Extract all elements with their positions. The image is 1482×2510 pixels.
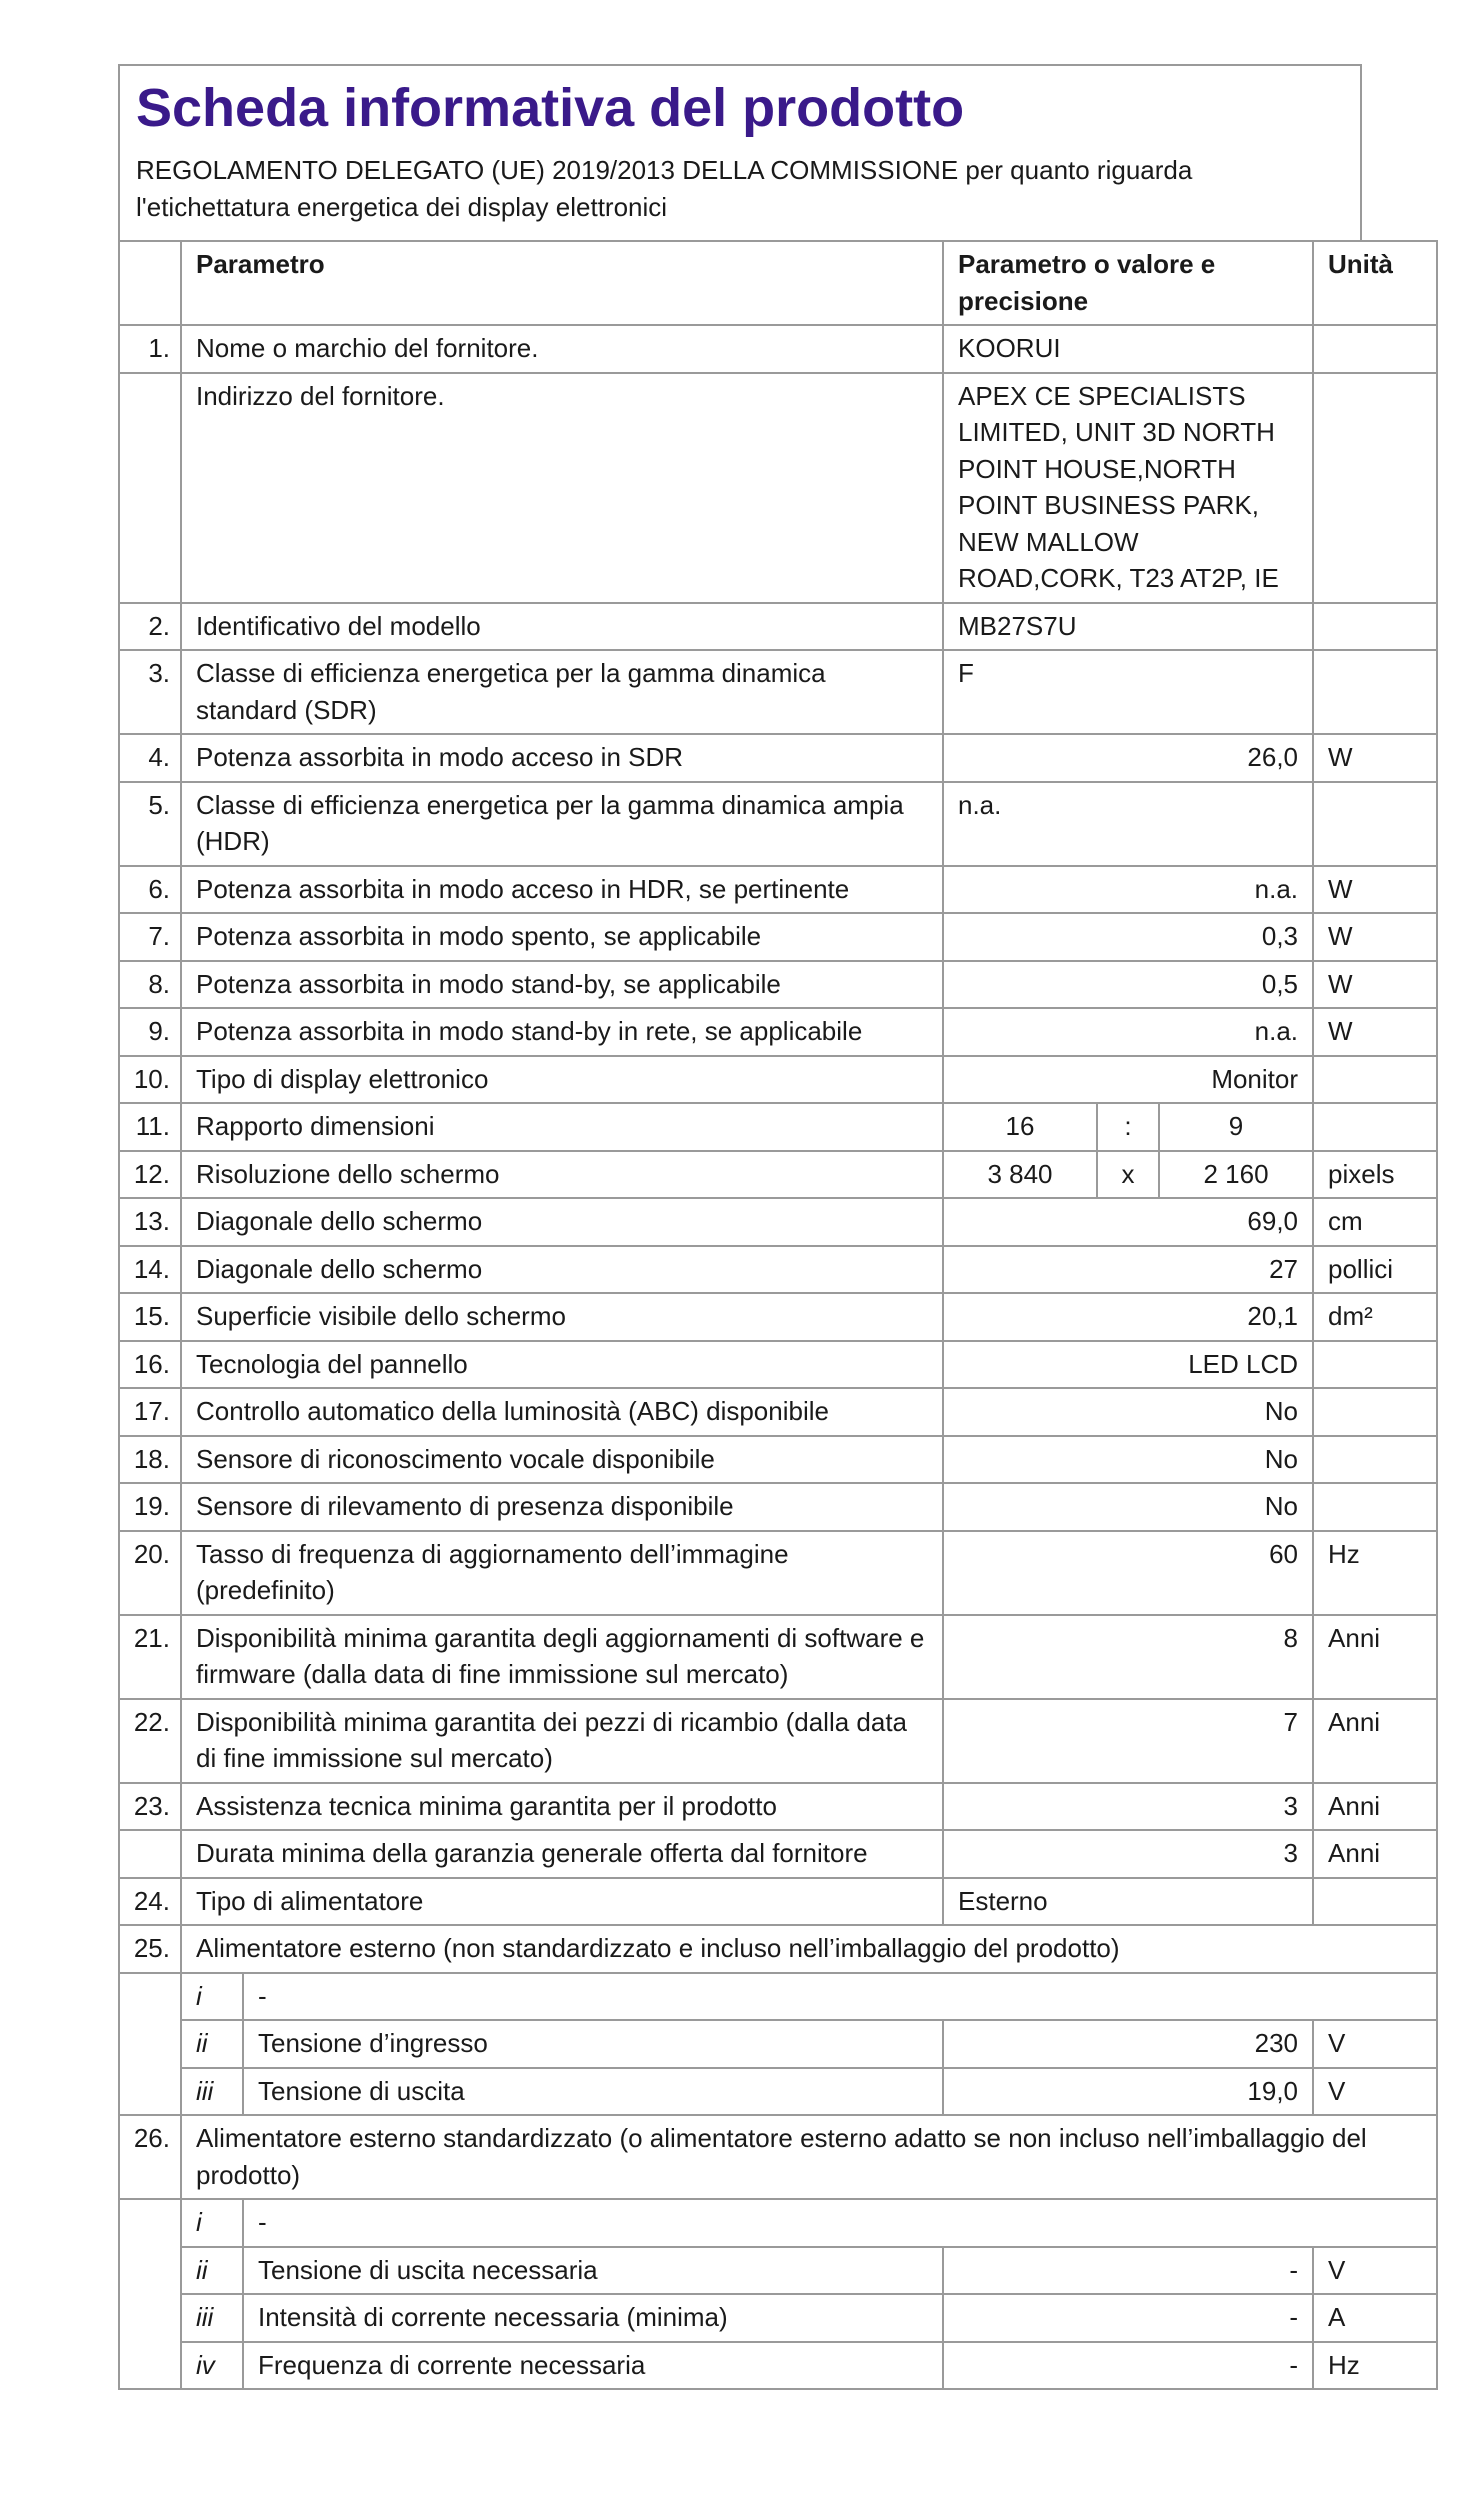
row-parameter: Potenza assorbita in modo stand-by, se applicabile [181,961,943,1009]
table-subrow [119,2294,1437,2342]
table-row [119,1830,1437,1878]
row-number: 17. [119,1388,181,1436]
row-parameter: Potenza assorbita in modo acceso in HDR, se pertinente [181,866,943,914]
row-parameter: Diagonale dello schermo [181,1198,943,1246]
row-unit [1313,373,1437,603]
row-value: 0,5 [943,961,1313,1009]
row-number: 4. [119,734,181,782]
row-value: n.a. [943,782,1313,866]
subrow-value: 230 [943,2020,1313,2068]
table-subrow [119,1973,1437,2021]
row-unit: dm² [1313,1293,1437,1341]
ratio-height: 9 [1159,1103,1313,1151]
resolution-separator: x [1097,1151,1159,1199]
row-number: 10. [119,1056,181,1104]
table-header-row [119,241,1437,325]
row-number: 3. [119,650,181,734]
row-parameter: Potenza assorbita in modo stand-by in rete, se applicabile [181,1008,943,1056]
row-unit: Anni [1313,1783,1437,1831]
row-number [119,373,181,603]
row-number: 2. [119,603,181,651]
row-unit [1313,1103,1437,1151]
row-number: 20. [119,1531,181,1615]
row-unit [1313,782,1437,866]
row-number: 7. [119,913,181,961]
subrow-parameter: Tensione di uscita necessaria [243,2247,943,2295]
table-row [119,325,1437,373]
row-parameter: Superficie visibile dello schermo [181,1293,943,1341]
subrow-parameter: - [243,1973,1437,2021]
table-row [119,1878,1437,1926]
resolution-horizontal: 3 840 [943,1151,1097,1199]
row-unit: pixels [1313,1151,1437,1199]
ratio-separator: : [1097,1103,1159,1151]
row-parameter: Potenza assorbita in modo spento, se applicabile [181,913,943,961]
row-parameter: Disponibilità minima garantita dei pezzi di ricambio (dalla data di fine immissione sul mercato) [181,1699,943,1783]
table-row [119,1531,1437,1615]
table-row [119,1699,1437,1783]
subrow-value: - [943,2247,1313,2295]
table-row [119,961,1437,1009]
table-subrow [119,2247,1437,2295]
row-unit [1313,1388,1437,1436]
row-unit [1313,1878,1437,1926]
table-row [119,866,1437,914]
subrow-index: ii [181,2247,243,2295]
row-unit [1313,325,1437,373]
row-number: 8. [119,961,181,1009]
header-valore: Parametro o valore e precisione [943,241,1313,325]
row-parameter: Classe di efficienza energetica per la gamma dinamica ampia (HDR) [181,782,943,866]
subrow-value: - [943,2342,1313,2390]
row-number: 21. [119,1615,181,1699]
table-row [119,650,1437,734]
row-unit: Hz [1313,1531,1437,1615]
row-value: 7 [943,1699,1313,1783]
subrow-parameter: Tensione d’ingresso [243,2020,943,2068]
subrow-index: ii [181,2020,243,2068]
row-unit [1313,1483,1437,1531]
parameters-table [118,240,1438,2390]
table-row [119,913,1437,961]
row-value: No [943,1483,1313,1531]
row-unit: cm [1313,1198,1437,1246]
header-number-cell [119,241,181,325]
row-parameter: Tipo di alimentatore [181,1878,943,1926]
row-unit [1313,1436,1437,1484]
table-row [119,2115,1437,2199]
subrow-index: iii [181,2068,243,2116]
row-parameter: Classe di efficienza energetica per la gamma dinamica standard (SDR) [181,650,943,734]
row-value: 69,0 [943,1198,1313,1246]
subrow-parameter: Intensità di corrente necessaria (minima) [243,2294,943,2342]
row-value: 3 [943,1830,1313,1878]
row-parameter: Tecnologia del pannello [181,1341,943,1389]
header-unita: Unità [1313,241,1437,325]
subrow-parameter: Frequenza di corrente necessaria [243,2342,943,2390]
row-value: 26,0 [943,734,1313,782]
row-parameter: Diagonale dello schermo [181,1246,943,1294]
table-subrow [119,2342,1437,2390]
row-unit: W [1313,913,1437,961]
row-parameter: Sensore di riconoscimento vocale disponibile [181,1436,943,1484]
row-number: 19. [119,1483,181,1531]
row-unit: Anni [1313,1699,1437,1783]
row-parameter: Rapporto dimensioni [181,1103,943,1151]
subrow-value: 19,0 [943,2068,1313,2116]
row-value: LED LCD [943,1341,1313,1389]
table-subrow [119,2020,1437,2068]
row-number: 9. [119,1008,181,1056]
row-value: 27 [943,1246,1313,1294]
table-row [119,1151,1437,1199]
table-row [119,1293,1437,1341]
page-title: Scheda informativa del prodotto [136,78,965,138]
subrow-index: iv [181,2342,243,2390]
row-parameter: Risoluzione dello schermo [181,1151,943,1199]
subrow-parameter: - [243,2199,1437,2247]
row-number: 16. [119,1341,181,1389]
row-parameter: Disponibilità minima garantita degli aggiornamenti di software e firmware (dalla data di fine immissione sul mercato) [181,1615,943,1699]
header-parametro: Parametro [181,241,943,325]
row-unit: Anni [1313,1615,1437,1699]
subrow-index: i [181,2199,243,2247]
row-value: Esterno [943,1878,1313,1926]
table-row [119,1783,1437,1831]
subrow-index: i [181,1973,243,2021]
subrow-unit: V [1313,2068,1437,2116]
row-value: KOORUI [943,325,1313,373]
row-value: MB27S7U [943,603,1313,651]
row-parameter: Identificativo del modello [181,603,943,651]
row-parameter: Durata minima della garanzia generale offerta dal fornitore [181,1830,943,1878]
row-value: No [943,1436,1313,1484]
row-value: 3 [943,1783,1313,1831]
row-parameter: Indirizzo del fornitore. [181,373,943,603]
row-unit: pollici [1313,1246,1437,1294]
row-parameter: Tipo di display elettronico [181,1056,943,1104]
row-number: 24. [119,1878,181,1926]
row-number: 26. [119,2115,181,2199]
row-number-spacer [119,1973,181,2116]
row-number: 6. [119,866,181,914]
row-number: 15. [119,1293,181,1341]
regulation-subtitle: REGOLAMENTO DELEGATO (UE) 2019/2013 DELLA COMMISSIONE per quanto riguarda l'etichettatura energetica dei display elettronici [136,155,1193,222]
subrow-value: - [943,2294,1313,2342]
row-value: n.a. [943,1008,1313,1056]
row-number: 23. [119,1783,181,1831]
row-number: 1. [119,325,181,373]
table-row [119,1615,1437,1699]
row-unit: W [1313,1008,1437,1056]
row-unit: W [1313,961,1437,1009]
row-number: 25. [119,1925,181,1973]
row-value: n.a. [943,866,1313,914]
row-unit: Anni [1313,1830,1437,1878]
table-subrow [119,2068,1437,2116]
table-row [119,603,1437,651]
row-parameter: Sensore di rilevamento di presenza disponibile [181,1483,943,1531]
ratio-width: 16 [943,1103,1097,1151]
subrow-unit: Hz [1313,2342,1437,2390]
row-number [119,1830,181,1878]
row-value: 20,1 [943,1293,1313,1341]
table-row [119,1103,1437,1151]
row-number: 11. [119,1103,181,1151]
row-number: 13. [119,1198,181,1246]
row-value: 0,3 [943,913,1313,961]
row-unit: W [1313,866,1437,914]
row-parameter: Tasso di frequenza di aggiornamento dell’immagine (predefinito) [181,1531,943,1615]
subrow-unit: V [1313,2020,1437,2068]
product-info-sheet [118,64,1395,2390]
row-unit [1313,1341,1437,1389]
table-row [119,1388,1437,1436]
table-row [119,1436,1437,1484]
row-number: 18. [119,1436,181,1484]
row-value: F [943,650,1313,734]
row-parameter: Assistenza tecnica minima garantita per il prodotto [181,1783,943,1831]
sheet-header [118,64,1362,240]
subrow-index: iii [181,2294,243,2342]
row-number-spacer [119,2199,181,2389]
row-value: No [943,1388,1313,1436]
row-parameter: Potenza assorbita in modo acceso in SDR [181,734,943,782]
resolution-vertical: 2 160 [1159,1151,1313,1199]
table-row [119,782,1437,866]
row-unit [1313,650,1437,734]
section-title-standard-psu: Alimentatore esterno standardizzato (o alimentatore esterno adatto se non incluso nell’imballaggio del prodotto) [181,2115,1437,2199]
row-parameter: Controllo automatico della luminosità (ABC) disponibile [181,1388,943,1436]
row-unit [1313,603,1437,651]
subrow-unit: A [1313,2294,1437,2342]
row-value: 8 [943,1615,1313,1699]
table-row [119,373,1437,603]
table-row [119,1925,1437,1973]
row-value: Monitor [943,1056,1313,1104]
row-number: 5. [119,782,181,866]
table-row [119,1008,1437,1056]
table-row [119,734,1437,782]
table-row [119,1341,1437,1389]
row-unit [1313,1056,1437,1104]
row-number: 12. [119,1151,181,1199]
section-title-external-psu: Alimentatore esterno (non standardizzato e incluso nell’imballaggio del prodotto) [181,1925,1437,1973]
row-parameter: Nome o marchio del fornitore. [181,325,943,373]
table-subrow [119,2199,1437,2247]
table-row [119,1198,1437,1246]
table-row [119,1483,1437,1531]
table-row [119,1246,1437,1294]
table-row [119,1056,1437,1104]
row-unit: W [1313,734,1437,782]
row-value: 60 [943,1531,1313,1615]
subrow-parameter: Tensione di uscita [243,2068,943,2116]
supplier-address: APEX CE SPECIALISTS LIMITED, UNIT 3D NORTH POINT HOUSE,NORTH POINT BUSINESS PARK, NEW MALLOW ROAD,CORK, T23 AT2P, IE [943,373,1313,603]
subrow-unit: V [1313,2247,1437,2295]
row-number: 14. [119,1246,181,1294]
row-number: 22. [119,1699,181,1783]
